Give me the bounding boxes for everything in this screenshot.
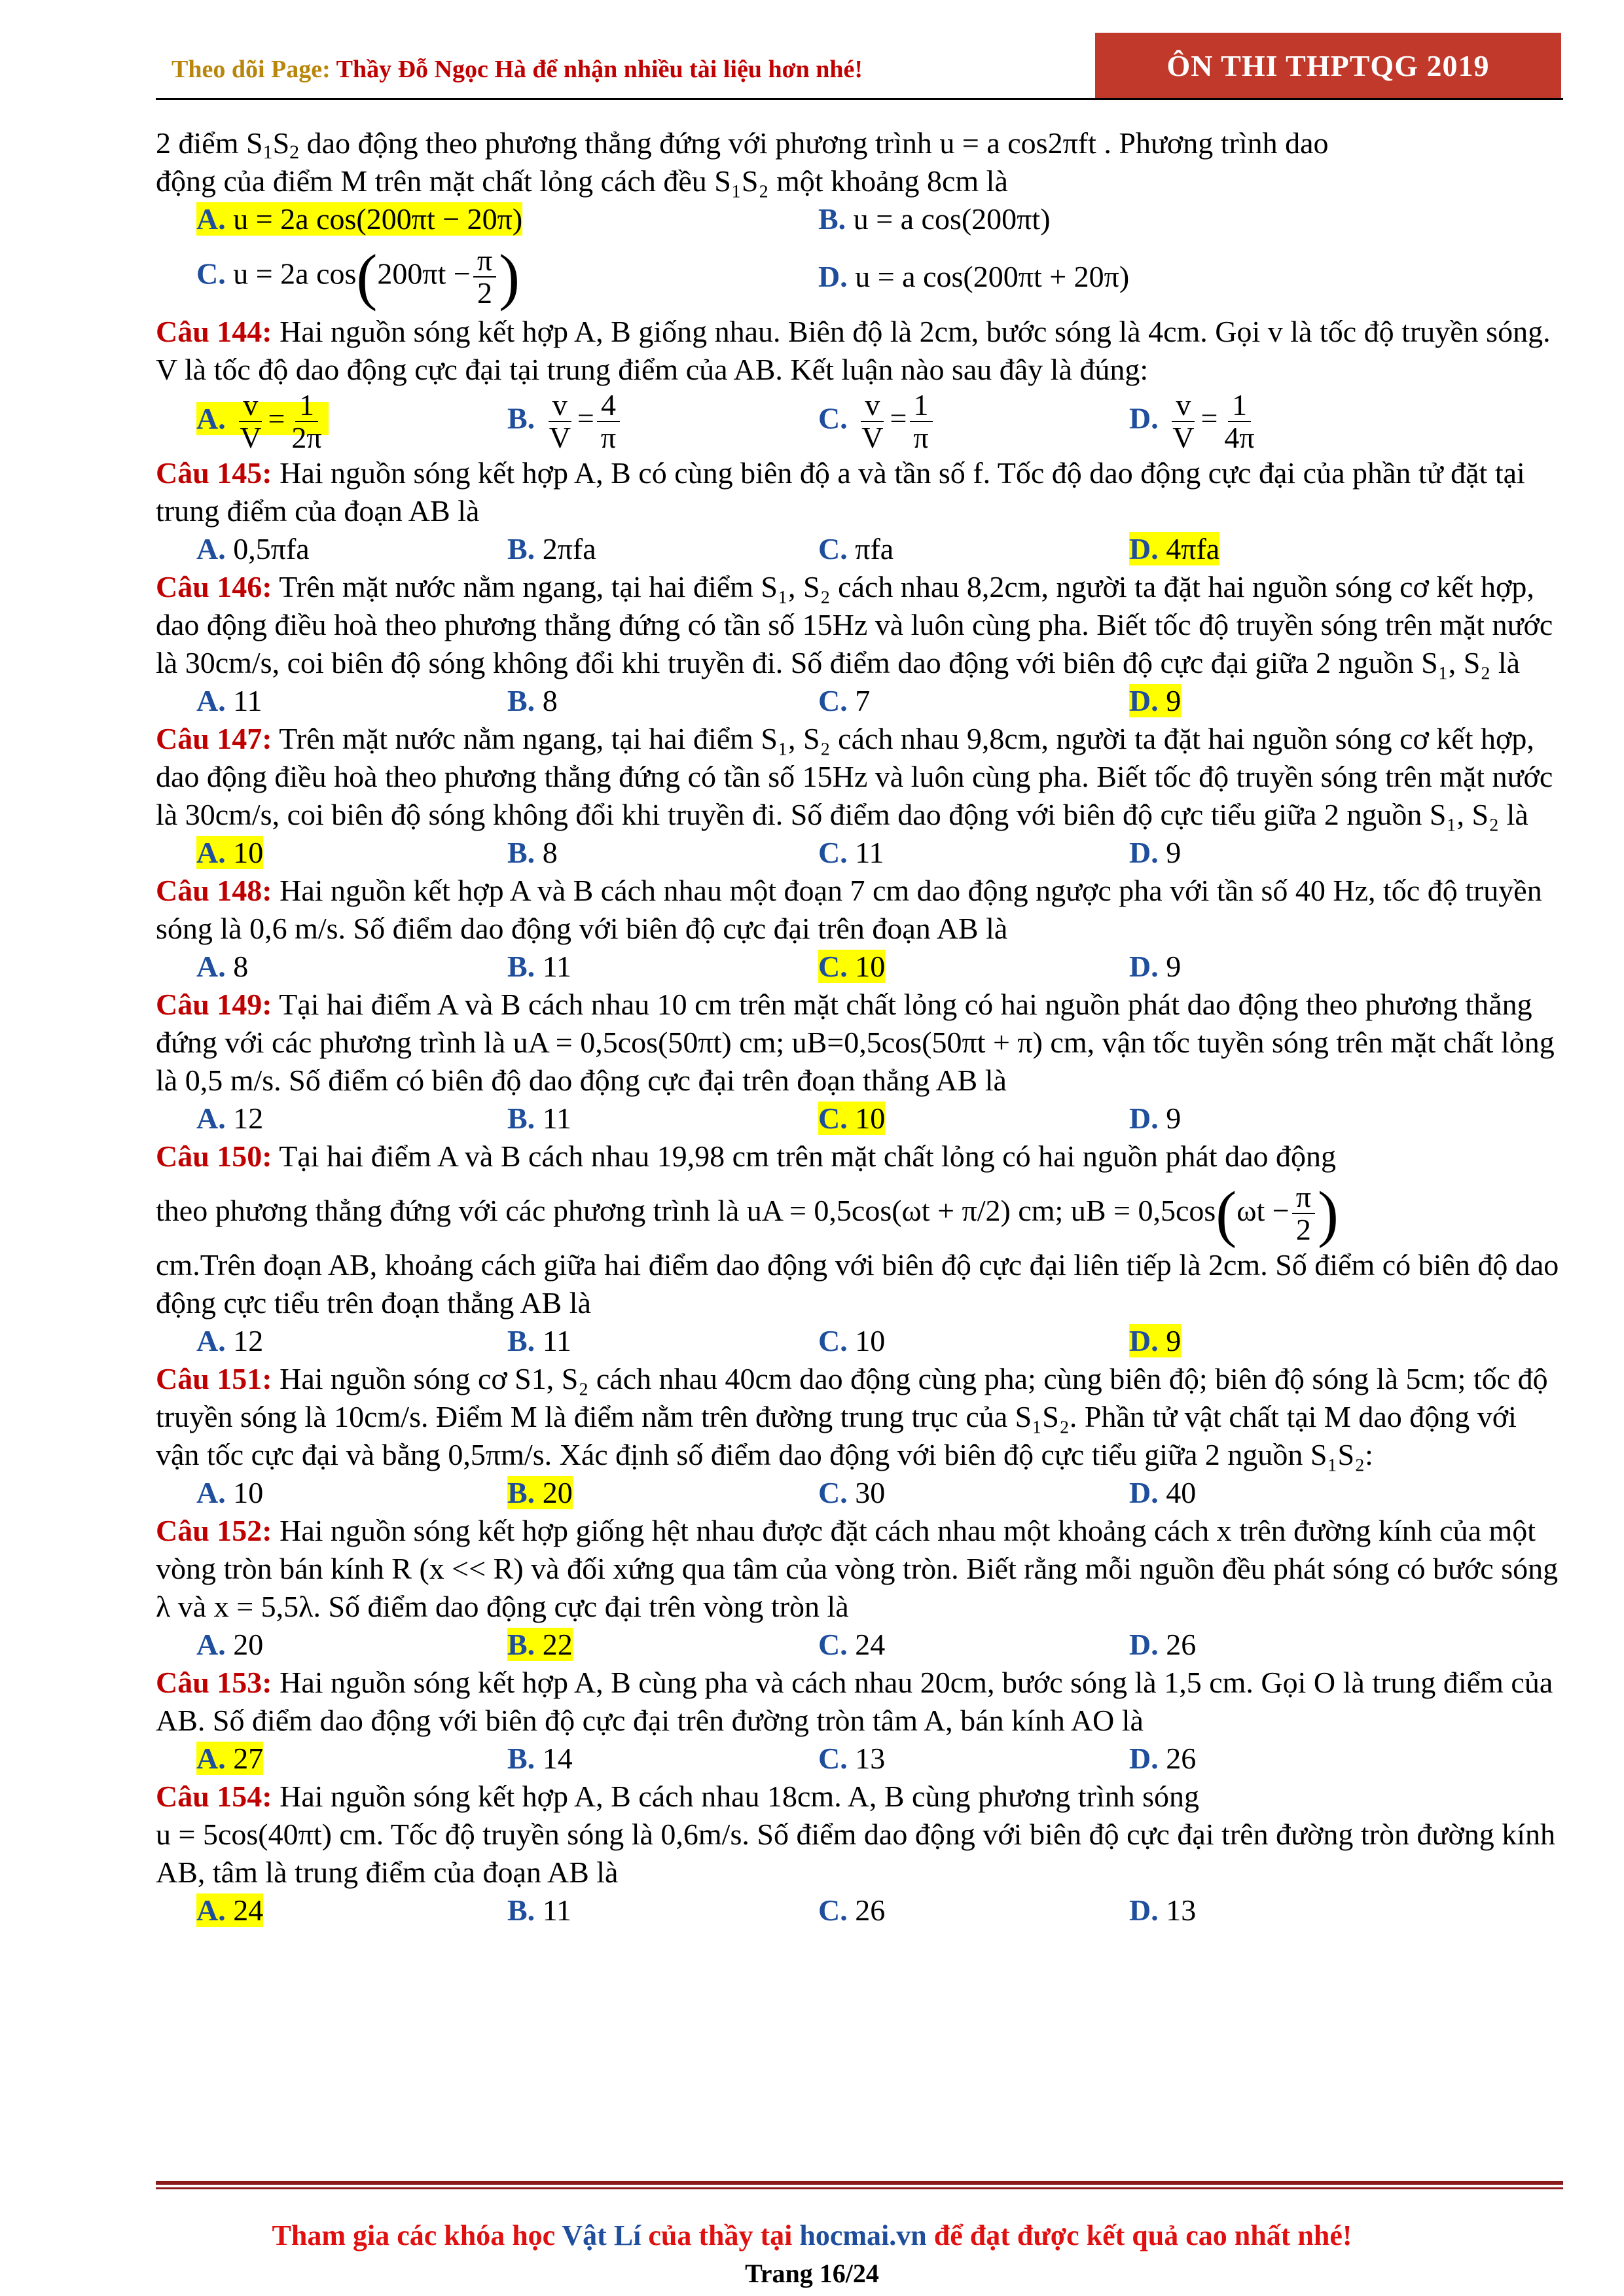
q146-option-b[interactable]: B. 8: [507, 684, 558, 717]
intro-line-1: 2 điểm $S_1S_2$ dao động theo phương thẳng đứng với phương trình u = a cos2πft . Phương trình dao: [156, 126, 1329, 163]
header-divider: [156, 98, 1563, 100]
q152-option-c[interactable]: C. 24: [818, 1628, 886, 1661]
footer-subject: Vật Lí: [562, 2219, 641, 2251]
q151-stem: Câu 151: Hai nguồn sóng cơ S1, S₂ cách nhau 40cm dao động cùng pha; cùng biên độ; biên độ sóng là 5cm; tốc độ truyền sóng là 10cm/s. Điểm M là điểm nằm trên đường trung trục của S₁S₂. Phần tử vật chất tại M dao động với vận tốc cực đại và bằng 0,5πm/s. Xác định số điểm dao động với biên độ cực tiểu giữa 2 nguồn S₁S₂:: [156, 1362, 1548, 1471]
q151-option-a[interactable]: A. 10: [196, 1476, 264, 1509]
q145-option-d[interactable]: D. 4πfa: [1129, 532, 1220, 565]
q149-option-c[interactable]: C. 10: [818, 1102, 886, 1135]
q145-options: [156, 530, 1563, 568]
header-follow-text: [171, 55, 863, 84]
q148-stem: Câu 148: Hai nguồn kết hợp A và B cách nhau một đoạn 7 cm dao động ngược pha với tần số 40 Hz, tốc độ truyền sóng là 0,6 m/s. Số điểm dao động với biên độ cực đại trên đoạn AB là: [156, 874, 1542, 945]
q149-stem: Câu 149: Tại hai điểm A và B cách nhau 10 cm trên mặt chất lỏng có hai nguồn phát dao động theo phương thẳng đứng với các phương trình là uA = 0,5cos(50πt) cm; uB=0,5cos(50πt + π) cm, vận tốc tuyền sóng trên mặt chất lỏng là 0,5 m/s. Số điểm có biên độ dao động cực đại trên đoạn thẳng AB là: [156, 988, 1555, 1097]
q146-option-a[interactable]: A. 11: [196, 684, 262, 717]
q147-option-a[interactable]: A. 10: [196, 836, 264, 869]
page-number: Trang 16/24: [745, 2259, 879, 2288]
q150-stem-3: cm.Trên đoạn AB, khoảng cách giữa hai điểm dao động với biên độ cực đại liên tiếp là 2cm. Số điểm có biên độ dao động cực tiểu trên đoạn thẳng AB là: [156, 1248, 1559, 1319]
q144-options: [156, 389, 1563, 454]
q146-options: [156, 682, 1563, 720]
q151-option-c[interactable]: C. 30: [818, 1476, 886, 1509]
q152-option-d[interactable]: D. 26: [1129, 1628, 1197, 1661]
header-prefix: Theo dõi Page:: [171, 56, 336, 83]
q150-option-d[interactable]: D. 9: [1129, 1324, 1182, 1357]
q150-option-b[interactable]: B. 11: [507, 1324, 571, 1357]
header-suffix: để nhận nhiều tài liệu hơn nhé!: [526, 56, 863, 83]
q153-option-a[interactable]: A. 27: [196, 1742, 264, 1775]
q152-options: [156, 1626, 1563, 1664]
q143-option-d[interactable]: D. u = a cos(200πt + 20π): [818, 260, 1130, 293]
q143-option-b[interactable]: B. u = a cos(200πt): [818, 202, 1051, 236]
q154-option-c[interactable]: C. 26: [818, 1893, 886, 1927]
footer-promo: Tham gia các khóa học Vật Lí của thầy tại hocmai.vn để đạt được kết quả cao nhất nhé!: [272, 2219, 1352, 2251]
q148-options: [156, 948, 1563, 986]
q153-option-b[interactable]: B. 14: [507, 1742, 573, 1775]
q144-option-d[interactable]: D. $\frac{v}{V}$ = $\frac{1}{4\pi}$: [1129, 388, 1255, 454]
q154-options: [156, 1892, 1563, 1929]
q150-stem-2: theo phương thẳng đứng với các phương trình là uA = 0,5cos(ωt + π/2) cm; uB = 0,5cos(ωt − $\frac{\pi}{2}$ ): [156, 1178, 1339, 1249]
q145-option-b[interactable]: B. 2πfa: [507, 532, 596, 565]
q146-option-d[interactable]: D. 9: [1129, 684, 1182, 717]
q150-options: [156, 1322, 1563, 1360]
q154-stem-1: Câu 154: Hai nguồn sóng kết hợp A, B cách nhau 18cm. A, B cùng phương trình sóng: [156, 1780, 1200, 1813]
q153-option-d[interactable]: D. 26: [1129, 1742, 1197, 1775]
q147-option-c[interactable]: C. 11: [818, 836, 884, 869]
q147-stem: Câu 147: Trên mặt nước nằm ngang, tại hai điểm S₁, S₂ cách nhau 9,8cm, người ta đặt hai nguồn sóng cơ kết hợp, dao động điều hoà theo phương thẳng đứng có tần số 15Hz và luôn cùng pha. Biết tốc độ truyền sóng trên mặt nước là 30cm/s, coi biên độ sóng không đổi khi truyền đi. Số điểm dao động với biên độ cực tiểu giữa 2 nguồn S₁, S₂ là: [156, 722, 1553, 831]
q153-option-c[interactable]: C. 13: [818, 1742, 886, 1775]
q152-option-a[interactable]: A. 20: [196, 1628, 264, 1661]
footer-divider: [156, 2181, 1563, 2189]
footer-site-link[interactable]: hocmai.vn: [799, 2219, 927, 2251]
q150-option-a[interactable]: A. 12: [196, 1324, 264, 1357]
q144-option-b[interactable]: B. $\frac{v}{V}$ = $\frac{4}{\pi}$: [467, 389, 778, 454]
q143-option-c[interactable]: C. u = 2a cos(200πt − $\frac{\pi}{2}$ ): [196, 242, 520, 312]
q147-options: [156, 834, 1563, 872]
q154-option-a[interactable]: A. 24: [196, 1893, 264, 1927]
q143-options-row-1: [156, 200, 1563, 241]
q151-option-b[interactable]: B. 20: [507, 1476, 573, 1509]
q148-option-a[interactable]: A. 8: [196, 950, 249, 983]
q152-option-b[interactable]: B. 22: [507, 1628, 573, 1661]
q148-option-d[interactable]: D. 9: [1129, 950, 1182, 983]
q147-option-b[interactable]: B. 8: [507, 836, 558, 869]
q144-stem: Câu 144: Hai nguồn sóng kết hợp A, B giống nhau. Biên độ là 2cm, bước sóng là 4cm. Gọi v là tốc độ truyền sóng. V là tốc độ dao động cực đại tại trung điểm của AB. Kết luận nào sau đây là đúng:: [156, 315, 1551, 386]
q149-options: [156, 1100, 1563, 1138]
q143-option-a[interactable]: A. u = 2a cos(200πt − 20π): [196, 202, 523, 236]
q144-option-a[interactable]: A. $\frac{v}{V}$ = $\frac{1}{2\pi}$: [156, 389, 467, 454]
q149-option-d[interactable]: D. 9: [1129, 1102, 1182, 1135]
q152-stem: Câu 152: Hai nguồn sóng kết hợp giống hệt nhau được đặt cách nhau một khoảng cách x trên đường kính của một vòng tròn bán kính R (x << R) và đối xứng qua tâm của vòng tròn. Biết rằng mỗi nguồn đều phát sóng có bước sóng λ và x = 5,5λ. Số điểm dao động cực đại trên vòng tròn là: [156, 1514, 1559, 1623]
q143-options-row-2: [156, 241, 1563, 313]
q145-stem: Câu 145: Hai nguồn sóng kết hợp A, B có cùng biên độ a và tần số f. Tốc độ dao động cực đại của phần tử đặt tại trung điểm của đoạn AB là: [156, 456, 1525, 528]
q146-option-c[interactable]: C. 7: [818, 684, 871, 717]
header-exam-badge: ÔN THI THPTQG 2019: [1095, 33, 1561, 98]
q149-option-a[interactable]: A. 12: [196, 1102, 264, 1135]
q148-option-b[interactable]: B. 11: [507, 950, 571, 983]
page-content: [156, 124, 1563, 1929]
q153-stem: Câu 153: Hai nguồn sóng kết hợp A, B cùng pha và cách nhau 20cm, bước sóng là 1,5 cm. Gọi O là trung điểm của AB. Số điểm dao động với biên độ cực đại trên đường tròn tâm A, bán kính AO là: [156, 1666, 1553, 1737]
q148-option-c[interactable]: C. 10: [818, 950, 886, 983]
q154-option-b[interactable]: B. 11: [507, 1893, 571, 1927]
q150-stem-1: Câu 150: Tại hai điểm A và B cách nhau 19,98 cm trên mặt chất lỏng có hai nguồn phát dao động: [156, 1139, 1336, 1173]
intro-line-2: động của điểm M trên mặt chất lỏng cách đều S₁S₂ một khoảng 8cm là: [156, 164, 1008, 198]
q154-option-d[interactable]: D. 13: [1129, 1893, 1197, 1927]
q149-option-b[interactable]: B. 11: [507, 1102, 571, 1135]
q147-option-d[interactable]: D. 9: [1129, 836, 1182, 869]
header-teacher-name: Thầy Đỗ Ngọc Hà: [336, 56, 526, 83]
q144-option-c[interactable]: C. $\frac{v}{V}$ = $\frac{1}{\pi}$: [778, 389, 1089, 454]
q145-option-a[interactable]: A. 0,5πfa: [196, 532, 310, 565]
q146-stem: Câu 146: Trên mặt nước nằm ngang, tại hai điểm S₁, S₂ cách nhau 8,2cm, người ta đặt hai nguồn sóng cơ kết hợp, dao động điều hoà theo phương thẳng đứng có tần số 15Hz và luôn cùng pha. Biết tốc độ truyền sóng trên mặt nước là 30cm/s, coi biên độ sóng không đổi khi truyền đi. Số điểm dao động với biên độ cực đại giữa 2 nguồn S₁, S₂ là: [156, 570, 1553, 679]
q151-options: [156, 1474, 1563, 1512]
q145-option-c[interactable]: C. πfa: [818, 532, 894, 565]
q151-option-d[interactable]: D. 40: [1129, 1476, 1197, 1509]
q153-options: [156, 1740, 1563, 1778]
q150-option-c[interactable]: C. 10: [818, 1324, 886, 1357]
q154-stem-2: u = 5cos(40πt) cm. Tốc độ truyền sóng là 0,6m/s. Số điểm dao động với biên độ cực đại trên đường tròn đường kính AB, tâm là trung điểm của đoạn AB là: [156, 1818, 1556, 1889]
